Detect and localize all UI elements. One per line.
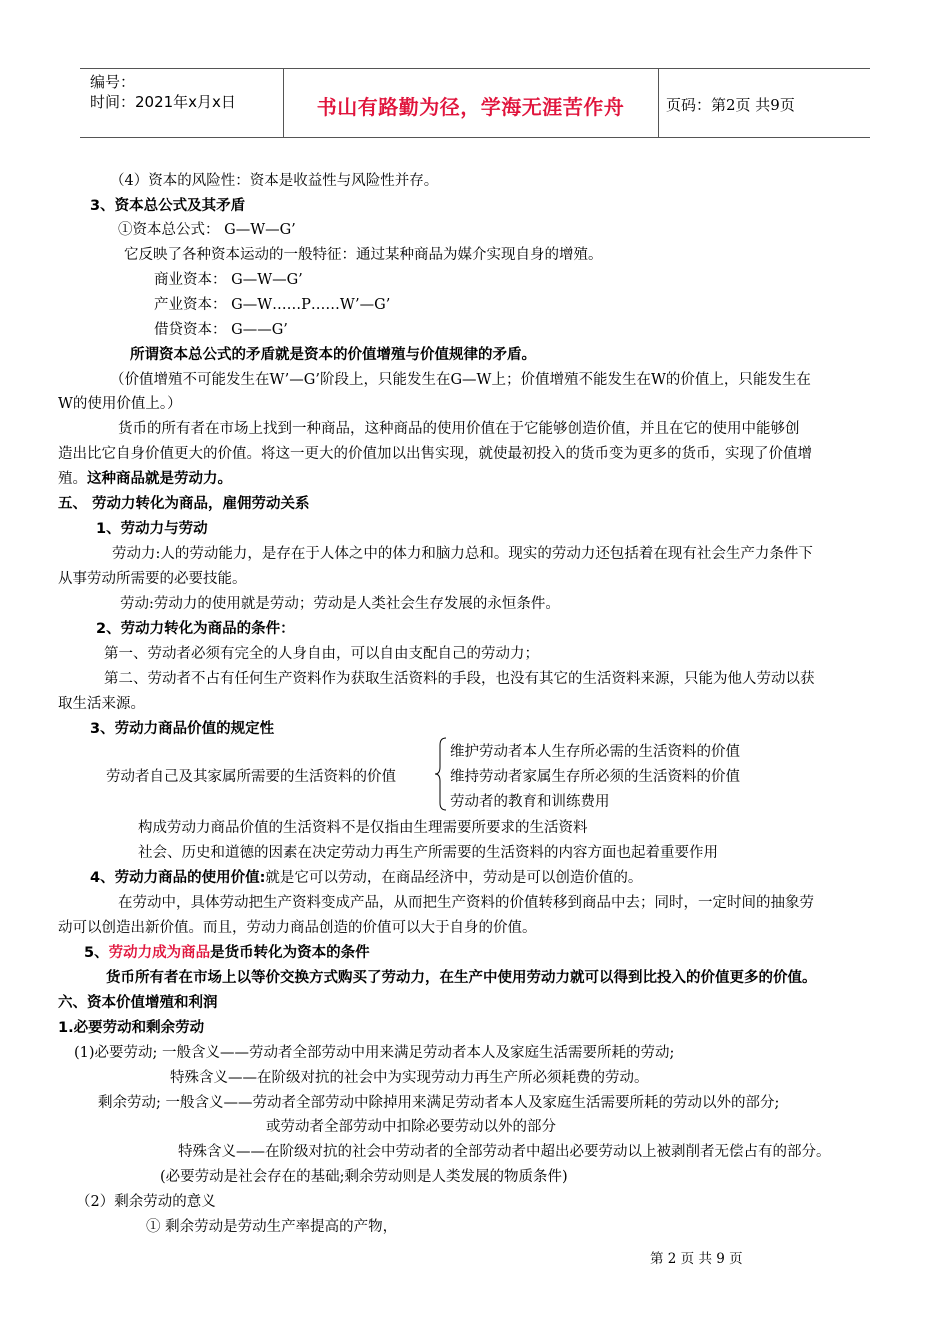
serial-label: 编号： [90,73,136,91]
brace-item: 劳动者的教育和训练费用 [450,794,610,810]
text-line: 动可以创造出新价值。而且，劳动力商品创造的价值可以大于自身的价值。 [58,920,537,936]
text-line: （2）剩余劳动的意义 [76,1194,216,1210]
motto: 书山有路勤为径，学海无涯苦作舟 [316,95,625,119]
text-line: 借贷资本： G——G’ [154,322,288,338]
text-line: 在劳动中，具体劳动把生产资料变成产品，从而把生产资料的价值转移到商品中去；同时，一定时间的抽象劳 [118,895,814,911]
page-footer: 第 2 页 共 9 页 [650,1251,743,1267]
text-line [58,469,232,489]
date-label: 时间：2021年x月x日 [90,93,236,111]
text-line: 货币的所有者在市场上找到一种商品，这种商品的使用价值在于它能够创造价值，并且在它的使用中能够创 [118,421,800,437]
bold-statement: 货币所有者在市场上以等价交换方式购买了劳动力，在生产中使用劳动力就可以得到比投入的价值更多的价值。 [106,970,817,986]
page-info: 页码：第2页 共9页 [666,96,795,114]
text-line: ① 剩余劳动是劳动生产率提高的产物， [146,1219,398,1235]
text-line: 特殊含义——在阶级对抗的社会中为实现劳动力再生产所必须耗费的劳动。 [170,1070,649,1086]
text-line: 造出比它自身价值更大的价值。将这一更大的价值加以出售实现，就使最初投入的货币变为更多的货币，实现了价值增 [58,446,812,462]
text-line [90,868,642,888]
text-line: ①资本总公式： G—W—G’ [118,222,296,238]
chapter-heading: 六、资本价值增殖和利润 [58,995,218,1011]
section-heading: 1.必要劳动和剩余劳动 [58,1020,205,1036]
bold-span: 4、劳动力商品的使用价值: [90,870,266,886]
section-heading: 3、资本总公式及其矛盾 [90,198,246,214]
brace-item: 维持劳动者家属生存所必须的生活资料的价值 [450,769,740,785]
text-line: 剩余劳动; 一般含义——劳动者全部劳动中除掉用来满足劳动者本人及家庭生活需要所耗的劳动以外的部分; [98,1095,780,1111]
brace-root: 劳动者自己及其家属所需要的生活资料的价值 [106,769,396,785]
text-span: 就是它可以劳动，在商品经济中，劳动是可以创造价值的。 [265,870,643,886]
chapter-heading: 五、 劳动力转化为商品，雇佣劳动关系 [58,496,310,512]
text-line: 商业资本： G—W—G’ [154,272,303,288]
bold-statement: 所谓资本总公式的矛盾就是资本的价值增殖与价值规律的矛盾。 [130,347,536,363]
text-span: 5、 [84,945,109,961]
text-line: 取生活来源。 [58,696,145,712]
brace-item: 维护劳动者本人生存所必需的生活资料的价值 [450,744,740,760]
text-line: 产业资本： G—W……P……W’—G’ [154,297,391,313]
curly-brace-icon [434,737,448,811]
text-line: 劳动:劳动力的使用就是劳动；劳动是人类社会生存发展的永恒条件。 [120,596,560,612]
text-line: 或劳动者全部劳动中扣除必要劳动以外的部分 [266,1119,556,1135]
text-line: 从事劳动所需要的必要技能。 [58,571,247,587]
text-line: 它反映了各种资本运动的一般特征：通过某种商品为媒介实现自身的增殖。 [124,247,603,263]
section-heading: 3、劳动力商品价值的规定性 [90,721,275,737]
text-span: 殖。 [58,471,87,487]
text-line: 第一、劳动者必须有完全的人身自由，可以自由支配自己的劳动力； [104,646,539,662]
text-line: 特殊含义——在阶级对抗的社会中劳动者的全部劳动者中超出必要劳动以上被剥削者无偿占有的部分。 [178,1144,831,1160]
red-span: 劳动力成为商品 [108,945,211,961]
text-line: 第二、劳动者不占有任何生产资料作为获取生活资料的手段，也没有其它的生活资料来源，只能为他人劳动以获 [104,671,815,687]
header-left [90,72,236,112]
text-line: (必要劳动是社会存在的基础;剩余劳动则是人类发展的物质条件) [160,1169,568,1185]
text-line: （4）资本的风险性：资本是收益性与风险性并存。 [110,173,439,189]
bold-span: 这种商品就是劳动力。 [87,471,232,487]
header-divider [658,69,659,137]
text-line: W的使用价值上。） [58,396,182,412]
section-heading [84,943,370,963]
text-line: (1)必要劳动; 一般含义——劳动者全部劳动中用来满足劳动者本人及家庭生活需要所耗的劳动; [74,1045,675,1061]
text-span: 是货币转化为资本的条件 [210,945,370,961]
header-table [80,68,870,138]
text-line: 劳动力:人的劳动能力，是存在于人体之中的体力和脑力总和。现实的劳动力还包括着在现有社会生产力条件下 [112,546,813,562]
section-heading: 1、劳动力与劳动 [96,521,208,537]
section-heading: 2、劳动力转化为商品的条件： [96,621,295,637]
text-line: 社会、历史和道德的因素在决定劳动力再生产所需要的生活资料的内容方面也起着重要作用 [138,845,718,861]
text-line: 构成劳动力商品价值的生活资料不是仅指由生理需要所要求的生活资料 [138,820,588,836]
text-line: （价值增殖不可能发生在W’—G’阶段上，只能发生在G—W上；价值增殖不能发生在W的价值上，只能发生在 [110,372,811,388]
